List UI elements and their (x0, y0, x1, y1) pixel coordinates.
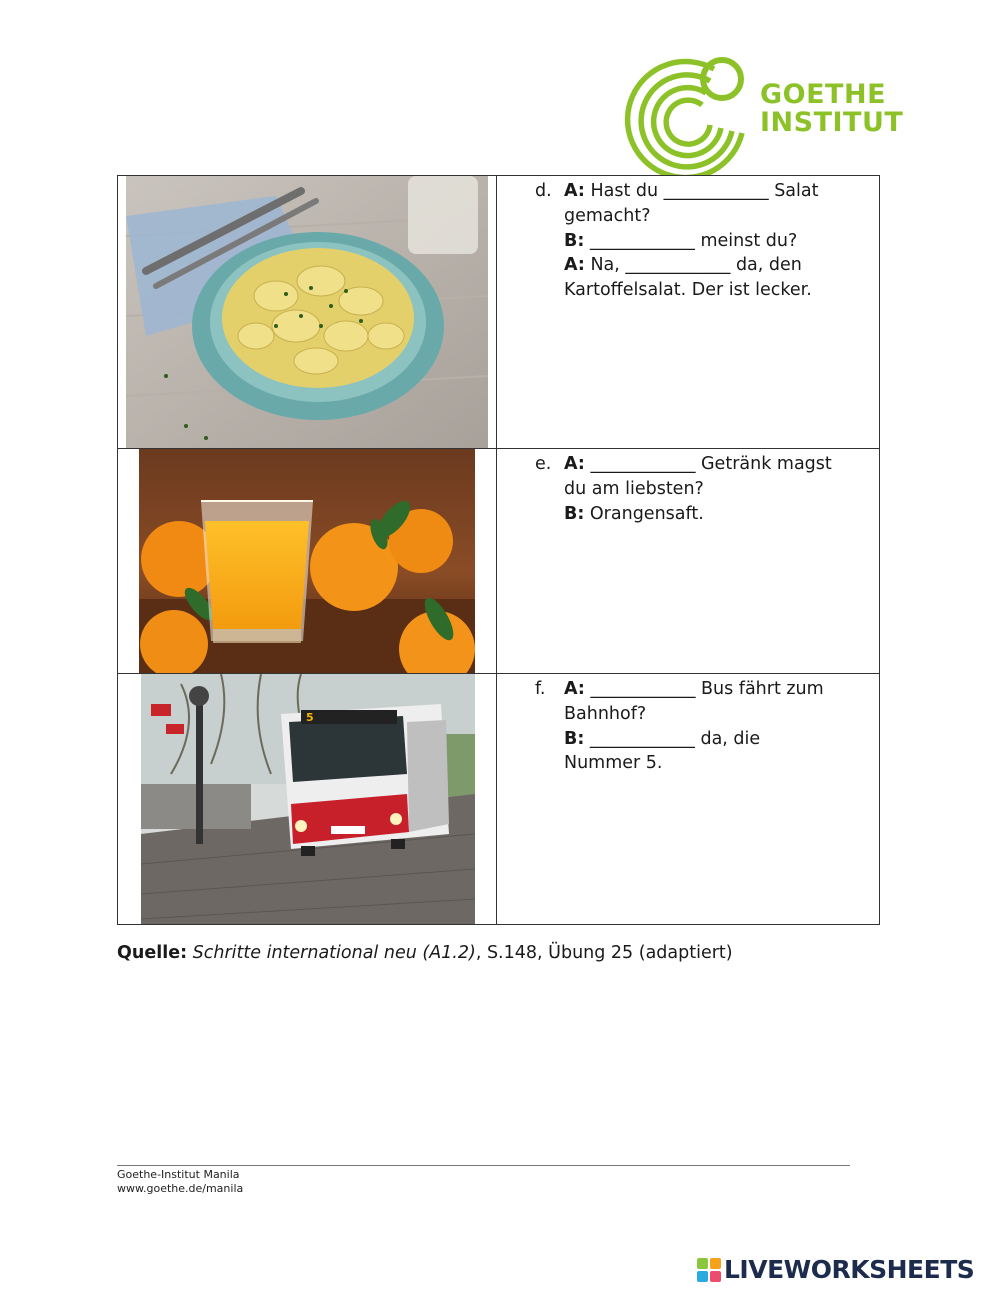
dialogue-text: ____________ meinst du? (584, 230, 798, 251)
exercise-item-e (535, 452, 871, 526)
logo-line-2: INSTITUT (760, 107, 904, 138)
dialogue-text: ____________ da, die (584, 728, 761, 749)
goethe-wordmark (760, 81, 903, 137)
speaker-label: A: (564, 679, 585, 699)
logo-line-1: GOETHE (760, 79, 887, 110)
goethe-swirl-icon (622, 55, 752, 175)
footer-org: Goethe-Institut Manila (117, 1168, 240, 1181)
text-cell-d (497, 176, 880, 449)
liveworksheets-wordmark: LIVEWORKSHEETS (724, 1255, 975, 1284)
text-cell-f (497, 674, 880, 925)
exercise-item-f (535, 677, 871, 776)
item-letter: e. (535, 454, 552, 474)
item-letter: d. (535, 181, 552, 201)
footer-url: www.goethe.de/manila (117, 1182, 244, 1195)
bus-number-sign: 5 (306, 711, 314, 724)
source-label: Quelle: (117, 943, 188, 963)
dialogue-text: gemacht? (564, 205, 651, 226)
liveworksheets-badge-icon (697, 1258, 721, 1282)
footer (117, 1168, 243, 1196)
speaker-label: A: (564, 454, 585, 474)
speaker-label: A: (564, 255, 585, 276)
dialogue-text: Na, ____________ da, den (584, 255, 802, 276)
dialogue-text: Kartoffelsalat. Der ist lecker. (564, 280, 812, 301)
item-letter: f. (535, 679, 546, 699)
image-cell-d (118, 176, 497, 449)
footer-divider (117, 1165, 850, 1166)
speaker-label: A: (564, 181, 585, 201)
source-details: , S.148, Übung 25 (adaptiert) (475, 943, 733, 963)
speaker-label: B: (564, 230, 585, 251)
dialogue-text: Bahnhof? (564, 703, 647, 724)
exercise-table (117, 175, 880, 925)
source-citation (117, 943, 733, 963)
dialogue-text: du am liebsten? (564, 478, 704, 499)
bus-image (141, 674, 475, 924)
potato-salad-image (126, 176, 488, 448)
dialogue-text: ____________ Getränk magst (584, 454, 832, 474)
dialogue-text: ____________ Bus fährt zum (584, 679, 824, 699)
speaker-label: B: (564, 728, 585, 749)
table-row (118, 449, 880, 674)
text-cell-e (497, 449, 880, 674)
speaker-label: B: (564, 503, 585, 524)
image-cell-f (118, 674, 497, 925)
table-row (118, 176, 880, 449)
orange-juice-image (139, 449, 475, 673)
dialogue-text: Hast du ____________ Salat (584, 181, 819, 201)
exercise-item-d (535, 179, 871, 303)
dialogue-text: Nummer 5. (564, 753, 663, 774)
source-title: Schritte international neu (A1.2) (192, 943, 476, 963)
dialogue-text: Orangensaft. (584, 503, 704, 524)
image-cell-e (118, 449, 497, 674)
table-row (118, 674, 880, 925)
goethe-institut-logo (622, 55, 904, 175)
